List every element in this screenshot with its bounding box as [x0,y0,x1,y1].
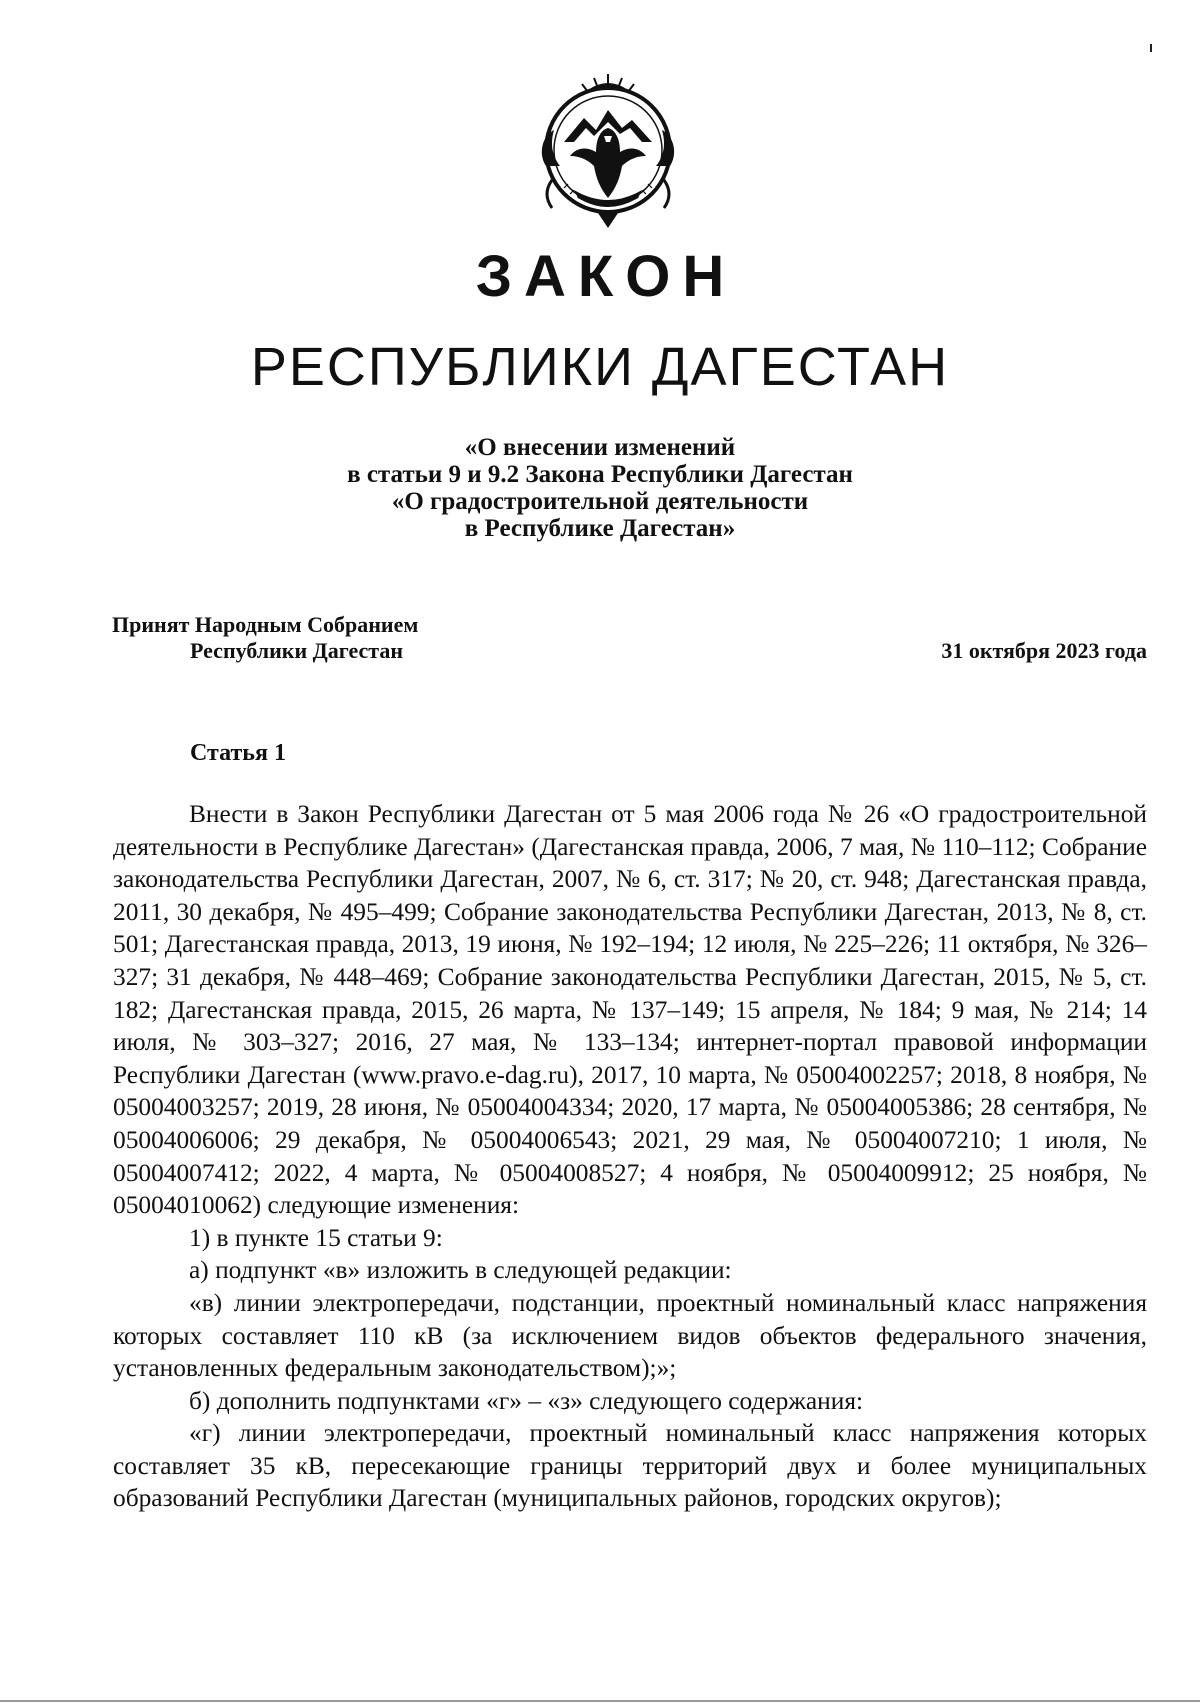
document-subtitle: РЕСПУБЛИКИ ДАГЕСТАН [250,337,950,397]
article-paragraph: 1) в пункте 15 статьи 9: [189,1223,443,1252]
article-body [113,798,1147,1515]
article-paragraph: Внести в Закон Республики Дагестан от 5 мая 2006 года № 26 «О градостроительной деятельности в Республике Дагестан» (Дагестанская правда, 2006, 7 мая, № 110–112; Собрание законодательства Республики Дагестан, 2007, № 6, ст. 317; № 20, ст. 948; Дагестанская правда, 2011, 30 декабря, № 495–499; Собрание законодательства Республики Дагестан, 2013, № 8, ст. 501; Дагестанская правда, 2013, 19 июня, № 192–194; 12 июля, № 225–226; 11 октября, № 326–327; 31 декабря, № 448–469; Собрание законодательства Республики Дагестан, 2015, № 5, ст. 182; Дагестанская правда, 2015, 26 марта, № 137–149; 15 апреля, № 184; 9 мая, № 214; 14 июля, № 303–327; 2016, 27 мая, № 133–134; интернет-портал правовой информации Республики Дагестан (www.pravo.e-dag.ru), 2017, 10 марта, № 05004002257; 2018, 8 ноября, № 05004003257; 2019, 28 июня, № 05004004334; 2020, 17 марта, № 05004005386; 28 сентября, № 05004006006; 29 декабря, № 05004006543; 2021, 29 мая, № 05004007210; 1 июля, № 05004007412; 2022, 4 марта, № 05004008527; 4 ноября, № 05004009912; 25 ноября, № 05004010062) следующие изменения: [113,800,1147,1220]
article-paragraph: «г) линии электропередачи, проектный номинальный класс напряжения которых составляет 35 кВ, пересекающие границы территорий двух и более муниципальных образований Республики Дагестан (муниципальных районов, городских округов); [113,1419,1147,1513]
article-paragraph: «в) линии электропередачи, подстанции, проектный номинальный класс напряжения которых составляет 110 кВ (за исключением видов объектов федерального значения, установленных федеральным законодательством);»; [113,1288,1147,1383]
adoption-line: Принят Народным Собранием [112,612,419,637]
law-name [0,434,1200,542]
adoption-line: Республики Дагестан [190,638,404,663]
law-name-line: в статьи 9 и 9.2 Закона Республики Дагестан [347,461,853,488]
article-paragraph: а) подпункт «в» изложить в следующей редакции: [189,1256,732,1285]
law-name-line: «О внесении изменений [464,434,736,461]
article-paragraph: б) дополнить подпунктами «г» – «з» следующего содержания: [189,1386,864,1415]
adoption-statement [112,612,418,664]
law-name-line: «О градостроительной деятельности [391,488,809,515]
article-heading: Статья 1 [190,740,286,766]
scan-edge-line [0,1700,1200,1702]
dagestan-coat-of-arms-emblem-icon [534,70,682,230]
document-title: ЗАКОН [475,244,737,309]
scan-mark [1150,44,1152,52]
adoption-date: 31 октября 2023 года [941,638,1147,663]
law-name-line: в Республике Дагестан» [464,515,736,542]
